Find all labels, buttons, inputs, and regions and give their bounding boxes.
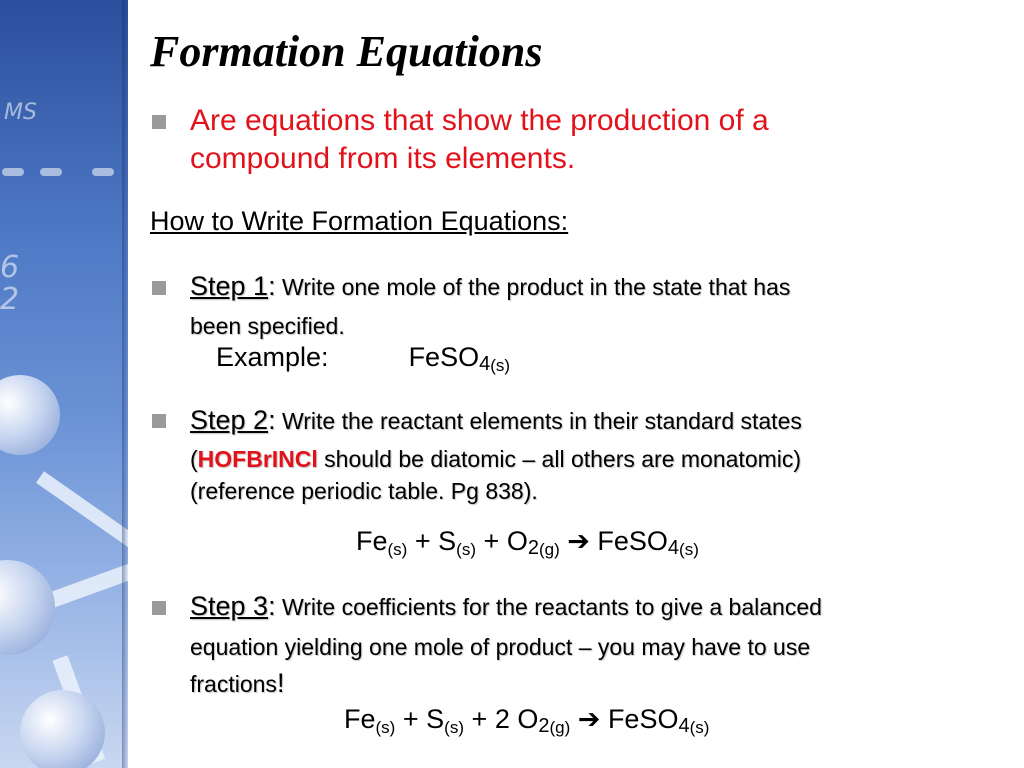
eq1-o: O: [506, 526, 528, 556]
eq2-product-subscript: 4: [678, 715, 690, 737]
sidebar-dash: [92, 168, 114, 176]
bullet-marker: [152, 601, 166, 615]
decorative-sidebar-image: [0, 0, 128, 768]
step-1: [190, 268, 790, 343]
sidebar-dash: [2, 168, 24, 176]
eq2-fe-state: (s): [375, 718, 396, 737]
step-2-paren: (: [190, 446, 198, 472]
step-3-label: Step 3: [190, 591, 269, 621]
molecule-atom: [0, 560, 55, 655]
intro-definition: [190, 102, 769, 178]
step-2-reference: (reference periodic table. Pg 838).: [190, 478, 538, 504]
molecule-atom: [0, 375, 60, 455]
eq2-plus: +: [402, 704, 419, 734]
sidebar-text-fragment: 2: [0, 282, 20, 317]
eq1-fe: Fe: [356, 526, 388, 556]
eq2-coefficient: 2: [494, 704, 510, 734]
section-heading: How to Write Formation Equations:: [150, 206, 569, 236]
intro-line: Are equations that show the production of a: [190, 104, 769, 137]
step-3-colon: :: [268, 591, 276, 621]
step-1-text: Write one mole of the product in the state that has: [275, 274, 791, 300]
step-2: [190, 402, 802, 507]
step-1-text-cont: been specified.: [190, 313, 345, 339]
step-3: [190, 588, 822, 706]
eq1-product-subscript: 4: [667, 537, 680, 559]
example-state: (s): [490, 356, 511, 375]
step-1-label: Step 1: [190, 271, 269, 301]
step-1-colon: :: [268, 271, 276, 301]
eq1-product-state: (s): [679, 540, 699, 559]
step-2-label: Step 2: [190, 405, 269, 435]
eq1-plus: +: [483, 526, 500, 556]
example-formula: FeSO: [408, 342, 480, 372]
step-3-text-cont: equation yielding one mole of product – you may have to use: [190, 634, 811, 660]
slide-title: Formation Equations: [150, 27, 543, 76]
sidebar-edge: [122, 0, 128, 768]
eq2-o-subscript: 2: [538, 715, 550, 737]
eq2-fe: Fe: [344, 704, 376, 734]
step-2-text-cont: should be diatomic – all others are monatomic): [317, 446, 802, 472]
sidebar-text-fragment: MS: [4, 100, 37, 125]
eq2-product: FeSO: [607, 704, 679, 734]
step-2-colon: :: [268, 405, 276, 435]
eq2-o: O: [517, 704, 539, 734]
bullet-marker: [152, 115, 166, 129]
eq1-product: FeSO: [597, 526, 668, 556]
example-subscript: 4: [479, 353, 491, 375]
eq1-o-subscript: 2: [527, 537, 539, 559]
equation-unbalanced: [356, 526, 699, 557]
eq2-product-state: (s): [689, 718, 710, 737]
eq1-s: S: [438, 526, 457, 556]
bullet-marker: [152, 281, 166, 295]
equation-balanced: [344, 704, 709, 735]
eq1-fe-state: (s): [387, 540, 408, 559]
reaction-arrow-icon: ➔: [567, 526, 590, 557]
example-label: Example:: [216, 342, 329, 372]
hofbrincl-mnemonic: HOFBrINCl: [197, 446, 318, 472]
eq2-s: S: [426, 704, 445, 734]
intro-line: compound from its elements.: [190, 142, 576, 175]
bullet-marker: [152, 414, 166, 428]
reaction-arrow-icon: ➔: [577, 704, 601, 735]
eq2-plus: +: [471, 704, 488, 734]
step-3-fractions: fractions: [190, 671, 277, 697]
eq2-o-state: (g): [549, 718, 571, 737]
eq1-s-state: (s): [456, 540, 476, 559]
step-3-exclamation: !: [276, 668, 285, 698]
eq2-s-state: (s): [444, 718, 464, 737]
eq1-plus: +: [414, 526, 431, 556]
step-3-text: Write coefficients for the reactants to give a balanced: [275, 594, 822, 620]
eq1-o-state: (g): [538, 540, 560, 559]
step-1-example: [216, 342, 510, 373]
molecule-bond: [36, 471, 128, 551]
step-2-text: Write the reactant elements in their standard states: [275, 408, 802, 434]
sidebar-dash: [40, 168, 62, 176]
molecule-atom: [20, 690, 105, 768]
sidebar-text-fragment: 6: [0, 250, 20, 285]
